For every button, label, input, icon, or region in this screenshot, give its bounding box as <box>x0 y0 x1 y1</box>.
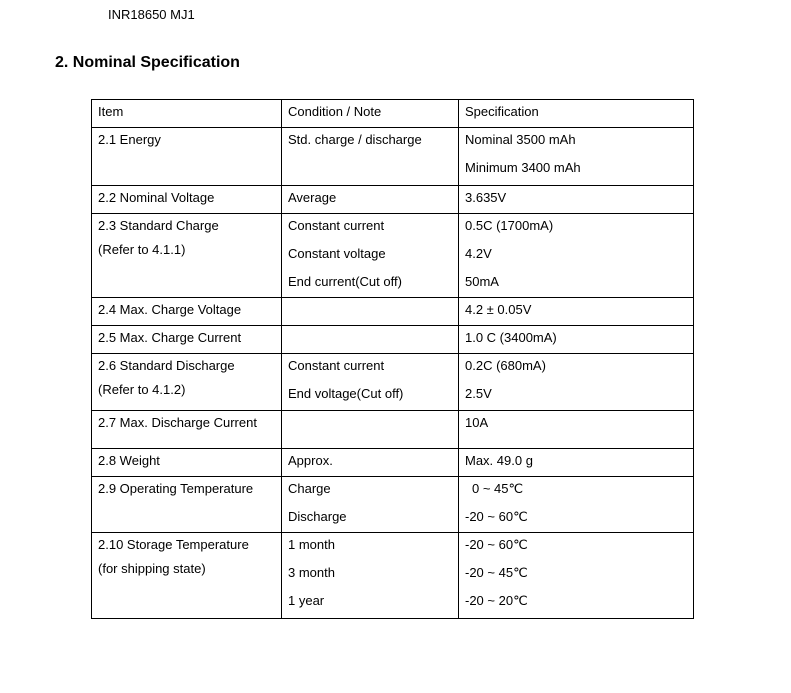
column-header-specification <box>459 100 693 127</box>
spec-value: 10A <box>465 415 489 430</box>
item-label: 2.2 Nominal Voltage <box>98 190 215 205</box>
item-label: 2.4 Max. Charge Voltage <box>98 302 242 317</box>
spec-cell <box>459 326 693 353</box>
spec-row-max-charge-voltage <box>92 298 693 326</box>
condition-cell <box>282 449 459 476</box>
item-note: (for shipping state) <box>98 561 206 576</box>
spec-cell <box>459 411 693 448</box>
condition-text: Constant voltage <box>288 246 386 261</box>
section-title: 2. Nominal Specification <box>55 54 240 71</box>
spec-value: 3.635V <box>465 190 507 205</box>
spec-value: 50mA <box>465 274 499 289</box>
spec-value: Nominal 3500 mAh <box>465 132 576 147</box>
spec-value: -20 ~ 60℃ <box>465 537 528 552</box>
condition-text: Charge <box>288 481 331 496</box>
item-note: (Refer to 4.1.1) <box>98 242 186 257</box>
item-label: 2.7 Max. Discharge Current <box>98 415 257 430</box>
item-cell <box>92 411 282 448</box>
condition-cell <box>282 214 459 297</box>
condition-text: Constant current <box>288 358 385 373</box>
spec-value: Minimum 3400 mAh <box>465 160 581 175</box>
condition-cell <box>282 326 459 353</box>
condition-text: End current(Cut off) <box>288 274 402 289</box>
column-header-label: Condition / Note <box>288 104 382 119</box>
spec-value: 0 ~ 45℃ <box>472 481 524 496</box>
spec-value: 0.5C (1700mA) <box>465 218 554 233</box>
column-header-label: Item <box>98 104 124 119</box>
column-header-item <box>92 100 282 127</box>
item-cell <box>92 298 282 325</box>
item-cell <box>92 326 282 353</box>
spec-row-nominal-voltage <box>92 186 693 214</box>
spec-row-max-charge-current <box>92 326 693 354</box>
spec-row-operating-temperature <box>92 477 693 533</box>
spec-cell <box>459 186 693 213</box>
spec-row-storage-temperature <box>92 533 693 619</box>
condition-cell <box>282 354 459 410</box>
item-cell <box>92 354 282 410</box>
item-cell <box>92 477 282 532</box>
column-header-condition <box>282 100 459 127</box>
item-label: 2.6 Standard Discharge <box>98 358 235 373</box>
condition-text: Approx. <box>288 453 333 468</box>
condition-text: 1 month <box>288 537 335 552</box>
spec-value: 0.2C (680mA) <box>465 358 546 373</box>
spec-cell <box>459 354 693 410</box>
condition-cell <box>282 411 459 448</box>
condition-text: Average <box>288 190 337 205</box>
item-label: 2.9 Operating Temperature <box>98 481 254 496</box>
item-cell <box>92 214 282 297</box>
spec-row-max-discharge-current <box>92 411 693 449</box>
spec-value: -20 ~ 20℃ <box>465 593 528 608</box>
item-label: 2.5 Max. Charge Current <box>98 330 242 345</box>
item-label: 2.10 Storage Temperature <box>98 537 249 552</box>
item-label: 2.1 Energy <box>98 132 161 147</box>
condition-cell <box>282 186 459 213</box>
column-header-label: Specification <box>465 104 539 119</box>
spec-cell <box>459 298 693 325</box>
spec-table <box>91 99 694 619</box>
table-header-row <box>92 100 693 128</box>
item-cell <box>92 449 282 476</box>
spec-value: 4.2 ± 0.05V <box>465 302 532 317</box>
item-note: (Refer to 4.1.2) <box>98 382 186 397</box>
spec-row-standard-charge <box>92 214 693 298</box>
condition-text: Constant current <box>288 218 385 233</box>
spec-cell <box>459 214 693 297</box>
condition-cell <box>282 298 459 325</box>
item-cell <box>92 128 282 185</box>
spec-value: 2.5V <box>465 386 492 401</box>
condition-cell <box>282 533 459 618</box>
spec-row-energy <box>92 128 693 186</box>
spec-cell <box>459 533 693 618</box>
item-cell <box>92 533 282 618</box>
item-label: 2.8 Weight <box>98 453 160 468</box>
condition-text: Discharge <box>288 509 347 524</box>
spec-cell <box>459 449 693 476</box>
model-name: INR18650 MJ1 <box>108 7 195 22</box>
condition-text: End voltage(Cut off) <box>288 386 404 401</box>
spec-value: 4.2V <box>465 246 492 261</box>
spec-value: 1.0 C (3400mA) <box>465 330 557 345</box>
condition-text: 3 month <box>288 565 335 580</box>
item-cell <box>92 186 282 213</box>
condition-cell <box>282 477 459 532</box>
condition-cell <box>282 128 459 185</box>
spec-value: Max. 49.0 g <box>465 453 533 468</box>
item-label: 2.3 Standard Charge <box>98 218 219 233</box>
spec-cell <box>459 477 693 532</box>
spec-row-weight <box>92 449 693 477</box>
condition-text: 1 year <box>288 593 325 608</box>
spec-value: -20 ~ 45℃ <box>465 565 528 580</box>
spec-cell <box>459 128 693 185</box>
spec-row-standard-discharge <box>92 354 693 411</box>
condition-text: Std. charge / discharge <box>288 132 422 147</box>
spec-value: -20 ~ 60℃ <box>465 509 528 524</box>
